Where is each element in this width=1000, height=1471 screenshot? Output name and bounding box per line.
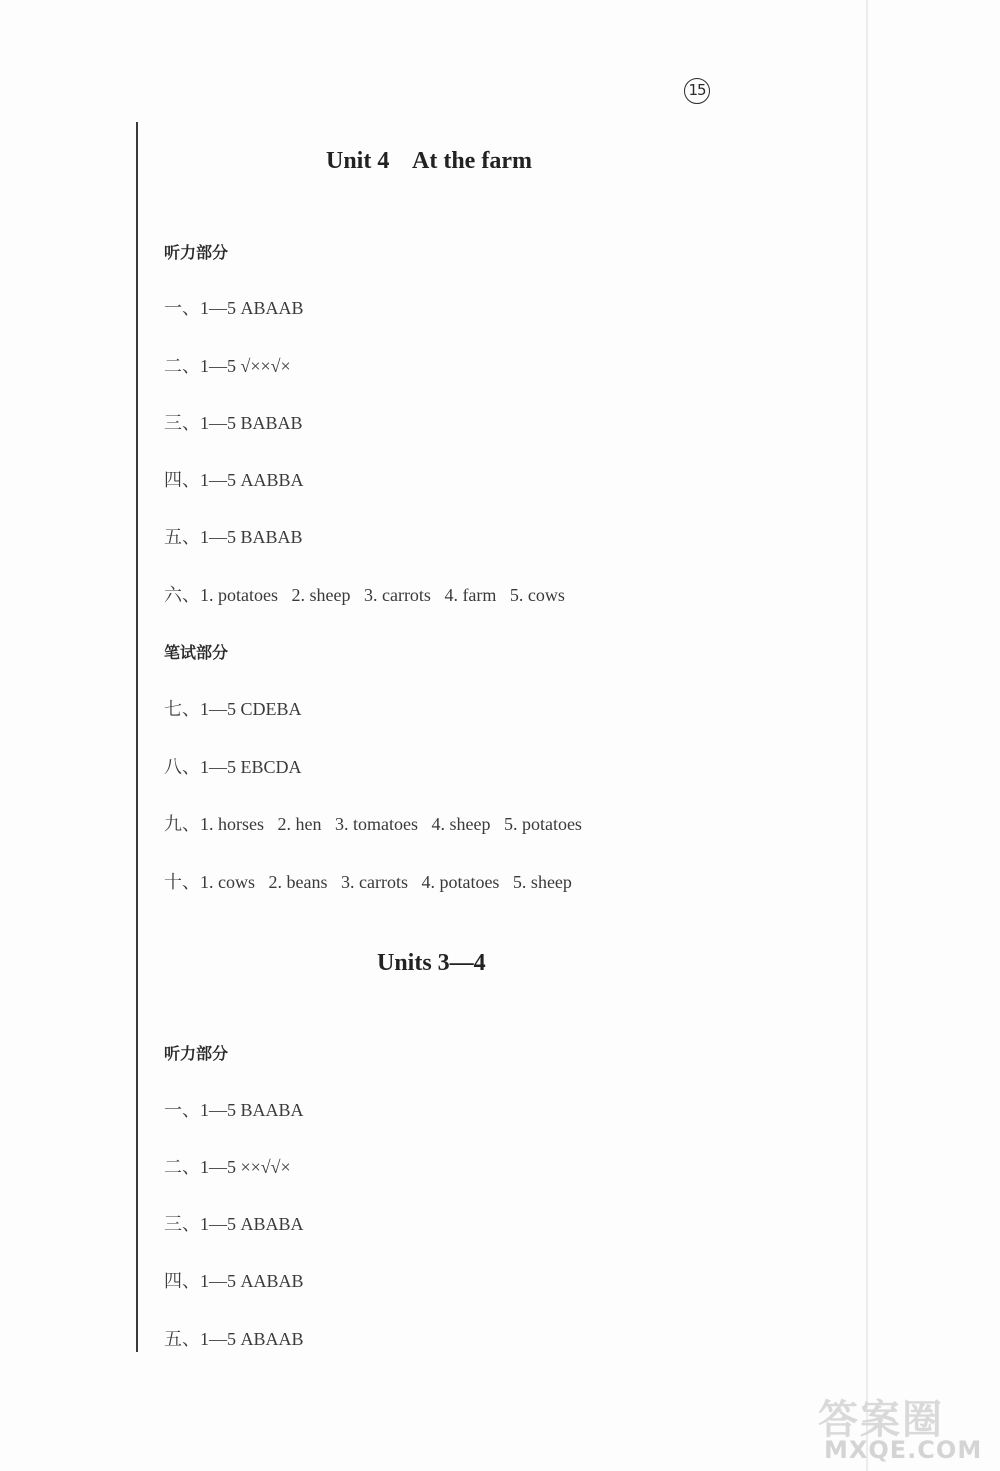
part-heading-written: 笔试部分 — [164, 643, 229, 662]
page-number: 15 — [684, 78, 710, 104]
section-title-unit-4: Unit 4 At the farm — [326, 148, 532, 174]
watermark-title: 答案圈 — [818, 1397, 944, 1443]
left-margin-rule — [136, 122, 138, 1352]
answer-line: 八、1—5 EBCDA — [164, 757, 302, 777]
answer-line: 五、1—5 ABAAB — [164, 1329, 304, 1349]
page-edge — [866, 0, 868, 1471]
answer-line: 四、1—5 AABAB — [164, 1271, 304, 1291]
section-title-units-3-4: Units 3—4 — [377, 950, 486, 976]
answer-line: 一、1—5 ABAAB — [164, 298, 304, 318]
answer-line: 二、1—5 ××√√× — [164, 1157, 291, 1177]
answer-line: 五、1—5 BABAB — [164, 527, 303, 547]
answer-line: 四、1—5 AABBA — [164, 470, 304, 490]
answer-line: 九、1. horses 2. hen 3. tomatoes 4. sheep 5. potatoes — [164, 814, 582, 834]
answer-line: 十、1. cows 2. beans 3. carrots 4. potatoes 5. sheep — [164, 872, 572, 892]
answer-line: 三、1—5 ABABA — [164, 1214, 304, 1234]
part-heading-listening: 听力部分 — [164, 243, 229, 262]
watermark-logo — [818, 1388, 994, 1468]
answer-line: 七、1—5 CDEBA — [164, 699, 302, 719]
part-heading-listening: 听力部分 — [164, 1044, 229, 1063]
watermark-domain: MXQE.COM — [824, 1436, 983, 1464]
answer-line: 三、1—5 BABAB — [164, 413, 303, 433]
answer-line: 二、1—5 √××√× — [164, 356, 291, 376]
answer-line: 一、1—5 BAABA — [164, 1100, 304, 1120]
answer-line: 六、1. potatoes 2. sheep 3. carrots 4. farm 5. cows — [164, 585, 565, 605]
